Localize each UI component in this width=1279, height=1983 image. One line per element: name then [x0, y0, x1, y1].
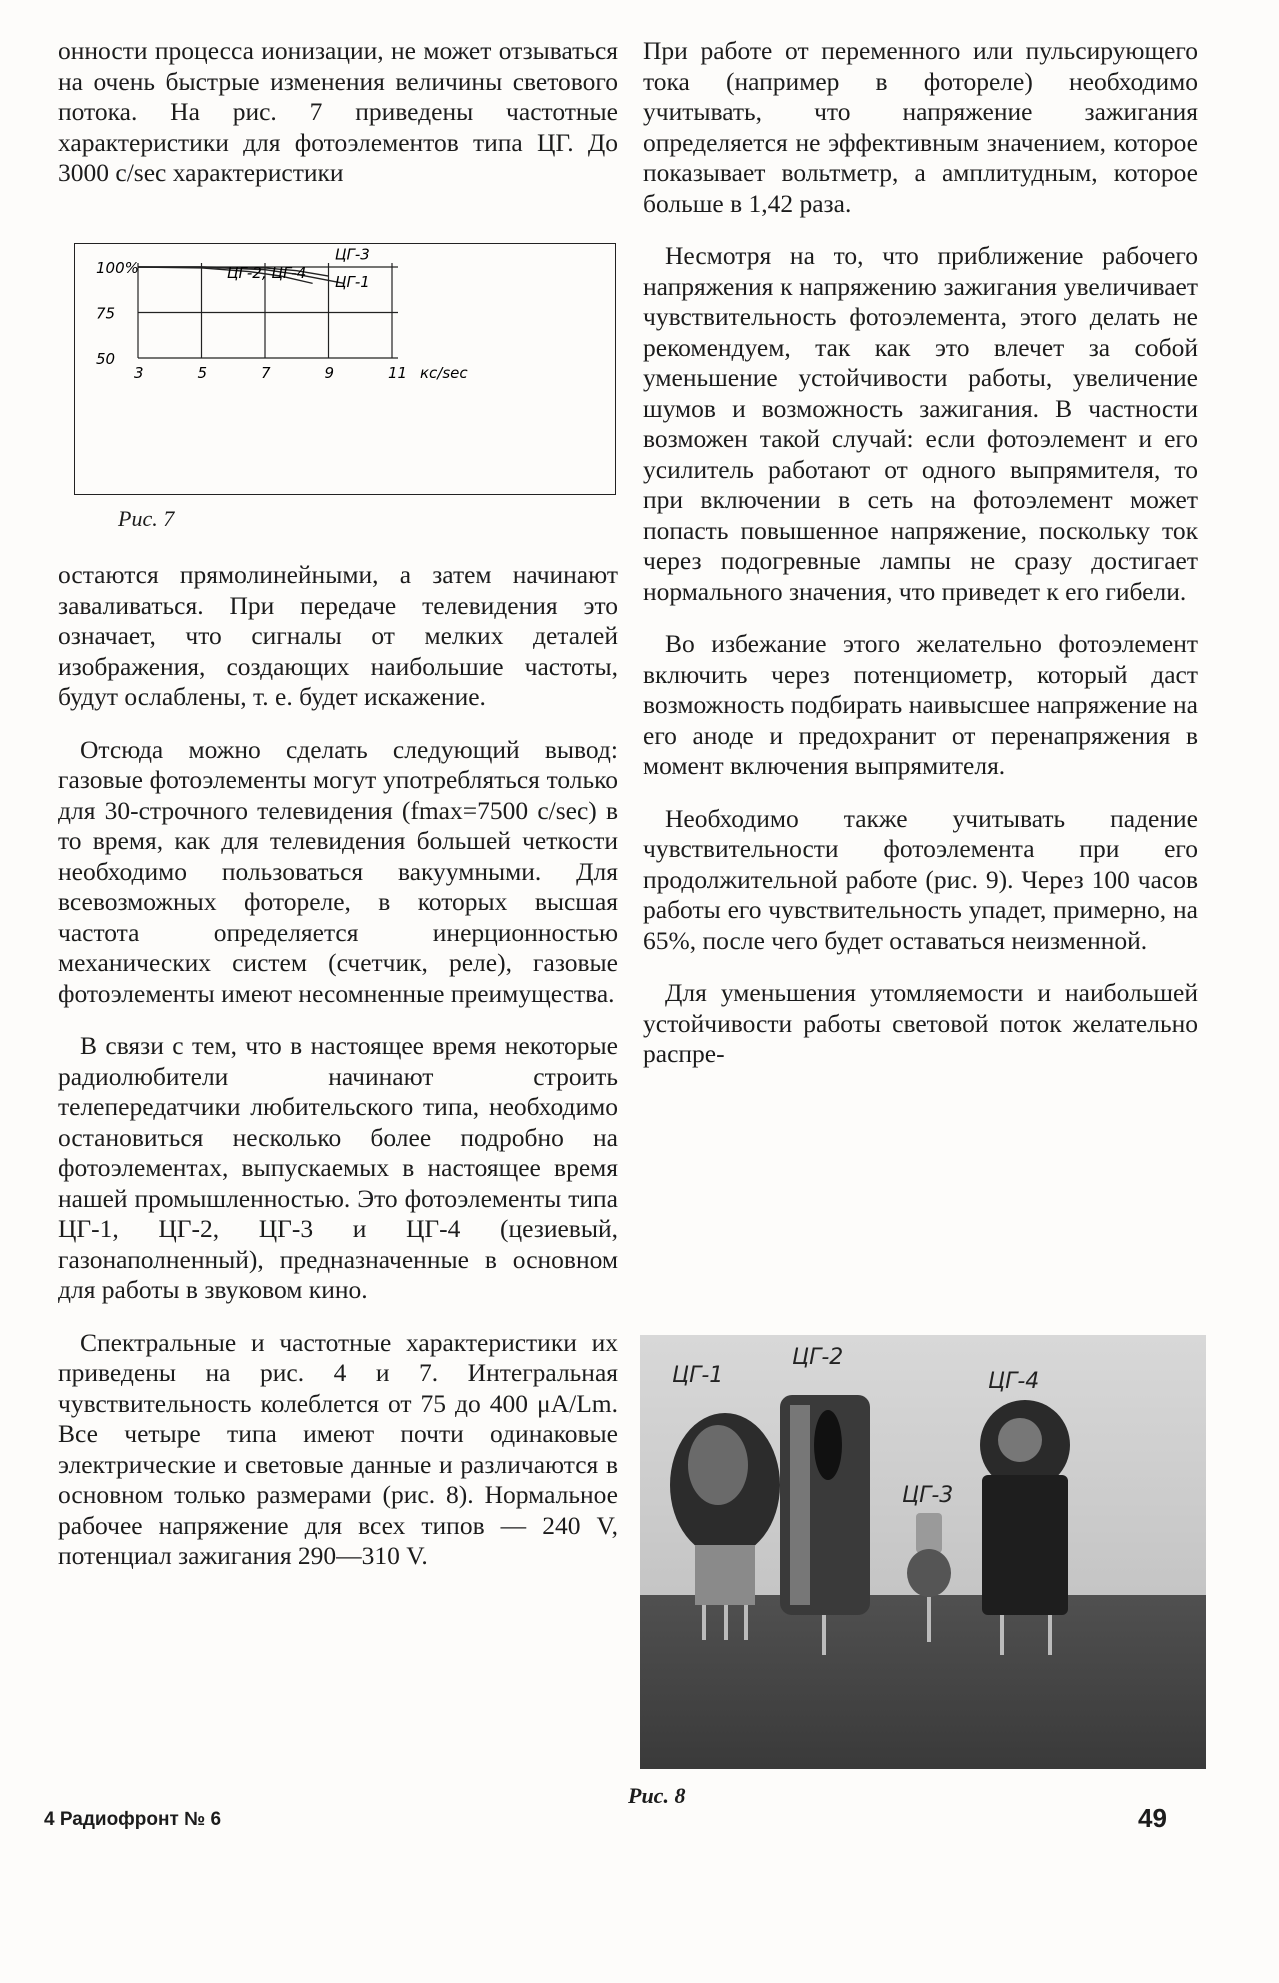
left-column: [58, 36, 618, 211]
photo-label-cg4: ЦГ-4: [988, 1369, 1040, 1394]
curve-label-2: ЦГ-1: [334, 273, 370, 292]
photo-label-cg2: ЦГ-2: [792, 1345, 844, 1370]
left-paragraph-5: Спектральные и частотные характеристики их приведены на рис. 4 и 7. Интегральная чувствительность колеблется от 75 до 400 μA/Lm. Все четыре типа имеют почти одинаковые электрические и световые данные и различаются в основном только размерами (рис. 8). Нормальное рабочее напряжение для всех типов — 240 V, потенциал зажигания 290—310 V.: [58, 1327, 618, 1570]
figure-7-caption: Рис. 7: [118, 506, 175, 531]
left-paragraph-1: онности процесса ионизации, не может отзываться на очень быстрые изменения величины светового потока. На рис. 7 приведены частотные характеристики для фотоэлементов типа ЦГ. До 3000 c/sec характеристики: [58, 36, 618, 187]
tube-cg2-image: [780, 1395, 870, 1655]
left-column-lower: [58, 560, 618, 1594]
x-tick-label-4: 11: [388, 364, 408, 382]
x-tick-label-3: 9: [324, 364, 335, 382]
left-paragraph-4: В связи с тем, что в настоящее время некоторые радиолюбители начинают строить телепередатчики любительского типа, необходимо остановиться несколько более подробно на фотоэлементах, выпускаемых в настоящее время нашей промышленностью. Это фотоэлементы типа ЦГ-1, ЦГ-2, ЦГ-3 и ЦГ-4 (цезиевый, газонаполненный), предназначенные в основном для работы в звуковом кино.: [58, 1031, 618, 1304]
tube-cg4-image: [980, 1400, 1070, 1655]
right-paragraph-5: Для уменьшения утомляемости и наибольшей устойчивости работы световой поток желательно распре-: [643, 978, 1198, 1068]
right-paragraph-4: Необходимо также учитывать падение чувствительности фотоэлемента при его продолжительной работе (рис. 9). Через 100 часов работы его чувствительность упадет, примерно, на 65%, после чего будет оставаться неизменной.: [643, 803, 1198, 955]
curve-label-0: ЦГ-3: [334, 245, 370, 264]
y-tick-label-2: 50: [96, 350, 116, 368]
figure-8-photo: [640, 1335, 1206, 1769]
right-paragraph-3: Во избежание этого желательно фотоэлемент включить через потенциометр, который даст возможность подбирать наивысшее напряжение на его аноде и предохранит от перенапряжения в момент включения выпрямителя.: [643, 629, 1198, 780]
x-tick-label-0: 3: [134, 364, 144, 382]
x-unit-label: кс/sec: [420, 364, 468, 382]
figure-8-caption: Рис. 8: [628, 1783, 686, 1808]
x-tick-label-2: 7: [261, 364, 271, 382]
y-tick-label-1: 75: [96, 304, 116, 323]
photo-label-cg1: ЦГ-1: [672, 1363, 724, 1388]
footer-issue: 4 Радиофронт № 6: [44, 1809, 222, 1830]
figure-7-chart: [74, 243, 618, 493]
right-column: [643, 36, 1198, 1092]
page-number: 49: [1138, 1803, 1167, 1833]
right-paragraph-2: Несмотря на то, что приближение рабочего напряжения к напряжению зажигания увеличивает чувствительность фотоэлемента, этого делать не рекомендуем, так как это влечет за собой уменьшение устойчивости работы, увеличение шумов и возможность зажигания. В частности возможен такой случай: если фотоэлемент и его усилитель работают от одного выпрямителя, то при включении в сеть на фотоэлемент может попасть повышенное напряжение, поскольку ток через подогревные лампы не сразу достигает нормального значения, что приведет к его гибели.: [643, 241, 1198, 606]
tube-cg3-image: [907, 1513, 951, 1642]
chart-labels: [96, 246, 468, 382]
photo-label-cg3: ЦГ-3: [902, 1483, 954, 1508]
tube-cg1-image: [670, 1413, 780, 1640]
figure-7: [74, 243, 618, 493]
curve-label-1: ЦГ-2, ЦГ-4: [226, 263, 307, 282]
left-paragraph-2: остаются прямолинейными, а затем начинают заваливаться. При передаче телевидения это означает, что сигналы от мелких деталей изображения, создающих наибольшие частоты, будут ослаблены, т. е. будет искажение.: [58, 560, 618, 711]
right-paragraph-1: При работе от переменного или пульсирующего тока (например в фотореле) необходимо учитывать, что напряжение зажигания определяется не эффективным значением, которое показывает вольтметр, а амплитудным, которое больше в 1,42 раза.: [643, 36, 1198, 218]
x-tick-label-1: 5: [197, 364, 208, 382]
left-paragraph-3: Отсюда можно сделать следующий вывод: газовые фотоэлементы могут употребляться только для 30-строчного телевидения (fmax=7500 c/sec) в то время, как для телевидения большей четкости необходимо пользоваться вакуумными. Для всевозможных фотореле, в которых высшая частота определяется инерционностью механических систем (счетчик, реле), газовые фотоэлементы имеют несомненные преимущества.: [58, 734, 618, 1008]
photo-tubes: [640, 1335, 1206, 1769]
y-tick-label-0: 100%: [96, 259, 139, 277]
